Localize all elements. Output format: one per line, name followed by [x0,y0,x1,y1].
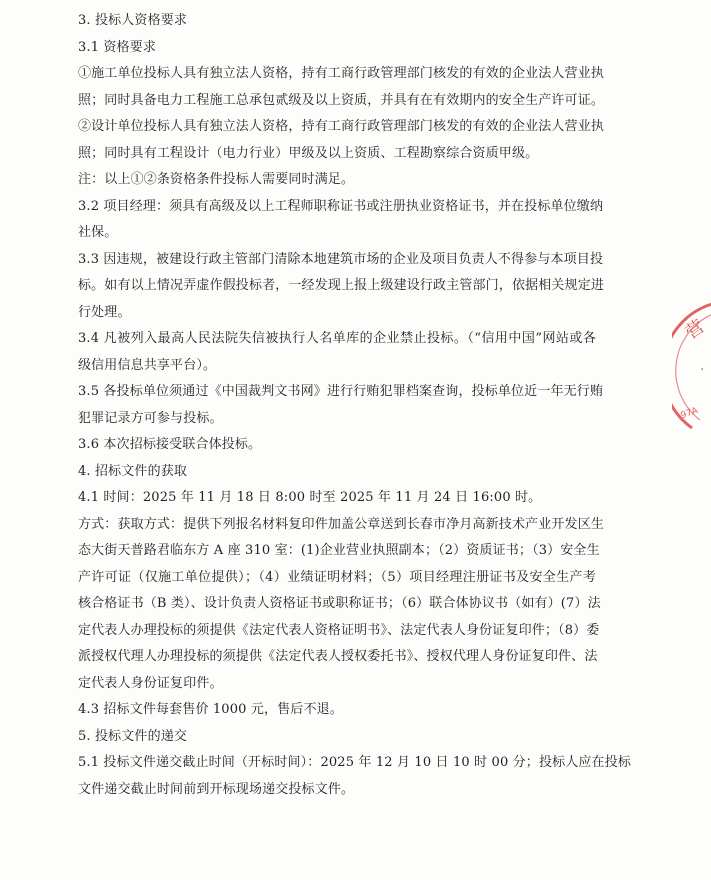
text-line: 照；同时具有工程设计（电力行业）甲级及以上资质、工程勘察综合资质甲级。 [78,145,539,161]
text-line: 5.1 投标文件递交截止时间（开标时间）：2025 年 12 月 10 日 10 时 00 分；投标人应在投标 [78,755,631,770]
text-line: 标。如有以上情况弄虚作假投标者，一经发现上报上级建设行政主管部门，依据相关规定进 [78,278,605,293]
document-body [78,8,631,803]
text-line: 3.5 各投标单位须通过《中国裁判文书网》进行行贿犯罪档案查询，投标单位近一年无行贿 [78,384,604,399]
text-line: 3.6 本次招标接受联合体投标。 [78,437,262,452]
text-line: 派授权代理人办理投标的须提供《法定代表人授权委托书》、授权代理人身份证复印件、法 [78,649,598,664]
text-line: 社保。 [78,225,118,240]
text-line: ②设计单位投标人具有独立法人资格，持有工商行政管理部门核发的有效的企业法人营业执 [78,119,605,134]
text-line: 照；同时具备电力工程施工总承包贰级及以上资质，并具有在有效期内的安全生产许可证。 [78,92,605,108]
seal-number: 97A [679,405,700,422]
text-line: 定代表人办理投标的须提供《法定代表人资格证明书》、法定代表人身份证复印件；（8）委 [78,622,600,638]
text-line: 方式：获取方式：提供下列报名材料复印件加盖公章送到长春市净月高新技术产业开发区生 [78,516,605,532]
text-line: 3.1 资格要求 [78,39,157,55]
text-line: 4. 招标文件的获取 [78,463,188,479]
red-seal-stamp-partial [672,296,711,446]
text-line: 核合格证书（B 类）、设计负责人资格证书或职称证书；（6）联合体协议书（如有）(7）法 [78,596,601,611]
text-line: 3.4 凡被列入最高人民法院失信被执行人名单库的企业禁止投标。（“信用中国”网站或各 [78,331,596,346]
seal-char: 营 [681,316,709,344]
text-line: 行处理。 [78,304,131,320]
text-line: 5. 投标文件的递交 [78,728,188,744]
text-line: 注：以上①②条资格条件投标人需要同时满足。 [78,172,355,187]
text-line: 4.3 招标文件每套售价 1000 元，售后不退。 [78,702,343,717]
text-line: 3.3 因违规，被建设行政主管部门清除本地建筑市场的企业及项目负责人不得参与本项目投 [78,251,604,267]
text-line: 3. 投标人资格要求 [78,13,188,28]
text-line: ①施工单位投标人具有独立法人资格，持有工商行政管理部门核发的有效的企业法人营业执 [78,66,605,81]
text-line: 态大街天普路君临东方 A 座 310 室：(1)企业营业执照副本；（2）资质证书；（3）安全生 [78,543,600,558]
text-line: 4.1 时间：2025 年 11 月 18 日 8:00 时至 2025 年 11 月 24 日 16:00 时。 [78,490,542,505]
text-line: 3.2 项目经理：须具有高级及以上工程师职称证书或注册执业资格证书，并在投标单位缴纳 [78,198,604,214]
text-line: 定代表人身份证复印件。 [78,675,223,691]
seal-mark: · [700,362,705,378]
text-line: 犯罪记录方可参与投标。 [78,410,223,426]
text-line: 产许可证（仅施工单位提供）；（4）业绩证明材料；（5）项目经理注册证书及安全生产考 [78,569,596,585]
text-line: 文件递交截止时间前到开标现场递交投标文件。 [78,781,355,797]
text-line: 级信用信息共享平台）。 [78,357,217,373]
